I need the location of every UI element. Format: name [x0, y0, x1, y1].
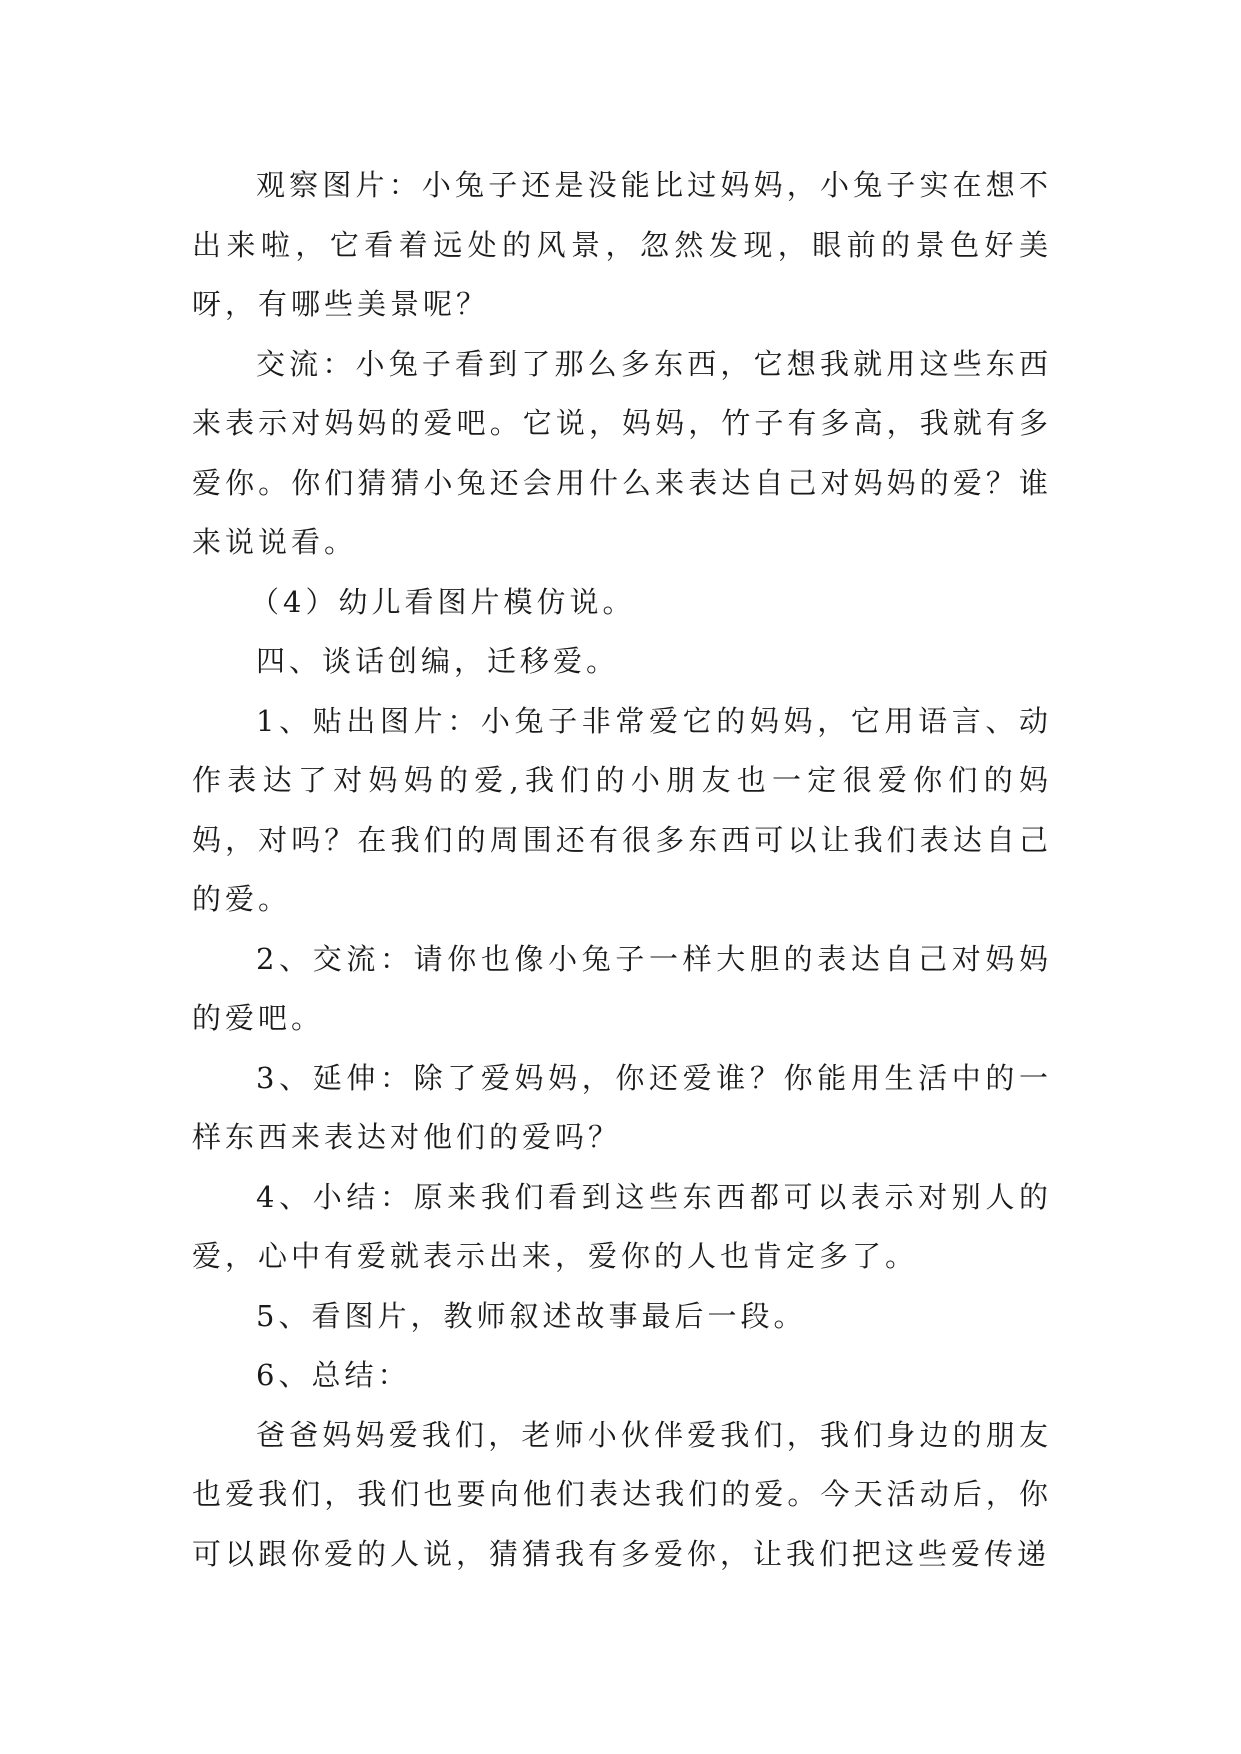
- paragraph-item-2: 2、交流：请你也像小兔子一样大胆的表达自己对妈妈的爱吧。: [192, 941, 1052, 1035]
- paragraph-item-3: 3、延伸：除了爱妈妈，你还爱谁？你能用生活中的一样东西来表达对他们的爱吗？: [192, 1060, 1052, 1154]
- paragraph-step-4: （4）幼儿看图片模仿说。: [250, 584, 636, 619]
- paragraph-item-5: 5、看图片，教师叙述故事最后一段。: [256, 1298, 807, 1333]
- paragraph-item-4: 4、小结：原来我们看到这些东西都可以表示对别人的爱，心中有爱就表示出来，爱你的人也肯定多了。: [192, 1179, 1052, 1273]
- paragraph-summary: 爸爸妈妈爱我们，老师小伙伴爱我们，我们身边的朋友也爱我们，我们也要向他们表达我们的爱。今天活动后，你可以跟你爱的人说，猜猜我有多爱你，让我们把这些爱传递: [192, 1417, 1052, 1571]
- paragraph-item-1: 1、贴出图片：小兔子非常爱它的妈妈，它用语言、动作表达了对妈妈的爱,我们的小朋友也一定很爱你们的妈妈，对吗？在我们的周围还有很多东西可以让我们表达自己的爱。: [192, 703, 1052, 916]
- document-body: [192, 156, 1052, 1584]
- paragraph-item-6: 6、总结：: [256, 1358, 411, 1392]
- section-heading-four: 四、谈话创编，迁移爱。: [256, 644, 620, 678]
- paragraph-exchange: 交流：小兔子看到了那么多东西，它想我就用这些东西来表示对妈妈的爱吧。它说，妈妈，竹子有多高，我就有多爱你。你们猜猜小兔还会用什么来表达自己对妈妈的爱？谁来说说看。: [192, 346, 1052, 559]
- paragraph-observe-picture: 观察图片：小兔子还是没能比过妈妈，小兔子实在想不出来啦，它看着远处的风景，忽然发现，眼前的景色好美呀，有哪些美景呢？: [192, 168, 1052, 321]
